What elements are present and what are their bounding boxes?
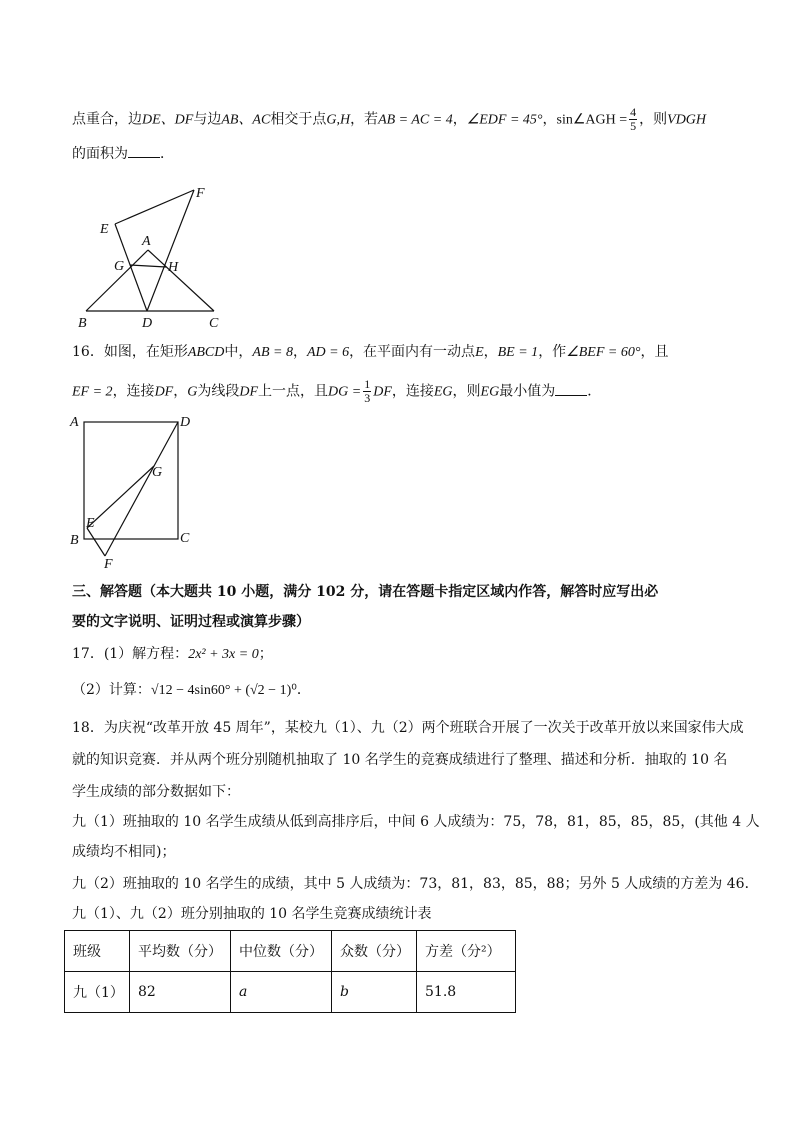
- fig15-label-D: D: [142, 316, 153, 331]
- fig15-seg-ac: [148, 250, 214, 311]
- q18-line3: 学生成绩的部分数据如下：: [72, 784, 240, 800]
- q15-condition-ab-ac: AB = AC = 4: [378, 112, 453, 128]
- q16-df3: DF: [373, 384, 392, 400]
- fig15-label-C: C: [209, 316, 219, 331]
- q16-frac-num: 1: [364, 377, 371, 391]
- q17-part2-end: ．: [296, 682, 311, 698]
- q16-text: 16．如图，在矩形: [72, 344, 188, 360]
- q16-dg: DG =: [328, 384, 362, 400]
- q18-line1: 18．为庆祝“改革开放 45 周年”，某校九（1）、九（2）两个班联合开展了一次关于改革开放以来国家伟大成: [72, 720, 744, 736]
- table-header-cell: 众数（分）: [332, 931, 417, 972]
- q16-angle: ∠BEF = 60°: [566, 345, 641, 360]
- q16-point-e: E: [475, 345, 484, 360]
- q16-text: ，: [292, 344, 307, 360]
- q17-part1-label: 17．(1）解方程：: [72, 646, 189, 662]
- q16-ef: EF = 2: [72, 384, 113, 400]
- fig15-label-A: A: [142, 234, 151, 249]
- fig16-rectangle: [84, 422, 178, 539]
- table-header-cell: 平均数（分）: [130, 931, 231, 972]
- fig16-label-E: E: [86, 516, 95, 531]
- q15-line2: [72, 144, 174, 164]
- q15-frac-num: 4: [630, 105, 637, 119]
- q17-part2-label: （2）计算：: [72, 682, 151, 698]
- q18-line6: 九（2）班抽取的 10 名学生的成绩，其中 5 人成绩为：73，81，83，85，88；另外 5 人成绩的方差为 46．: [72, 876, 759, 892]
- fig16-label-D: D: [180, 415, 191, 430]
- q16-be: BE = 1: [497, 345, 539, 360]
- q16-ab: AB = 8: [252, 345, 293, 360]
- q18-line5: 成绩均不相同)；: [72, 844, 176, 860]
- q18-line4: 九（1）班抽取的 10 名学生成绩从低到高排序后，中间 6 人成绩为：75，78，81，85，85，85，(其他 4 人: [72, 814, 760, 830]
- q15-points: G,H: [326, 112, 351, 128]
- q16-end: ．: [587, 383, 602, 400]
- q15-target: VDGH: [667, 112, 707, 128]
- fig16-label-B: B: [70, 533, 79, 548]
- fig16-label-A: A: [70, 415, 79, 430]
- q16-ad: AD = 6: [306, 345, 350, 360]
- q15-text: 相交于点: [270, 111, 327, 128]
- figure-16: [68, 410, 208, 572]
- q16-text: 最小值为: [499, 383, 556, 400]
- fig16-label-C: C: [180, 531, 190, 546]
- fig16-label-G: G: [152, 465, 163, 480]
- q15-condition-angle: ∠EDF = 45°: [466, 112, 543, 128]
- fig16-seg-fd: [105, 422, 178, 556]
- q15-sides: AB、AC: [221, 112, 271, 128]
- q16-line2: [72, 378, 601, 405]
- q15-area-label: 的面积为: [72, 146, 128, 162]
- fig15-label-E: E: [100, 222, 109, 237]
- q17-equation: 2x² + 3x = 0: [188, 647, 259, 662]
- table-cell: a: [231, 972, 332, 1013]
- q15-text: ，: [452, 111, 467, 128]
- q16-df: DF: [154, 384, 174, 400]
- q16-text: 为线段: [197, 383, 240, 400]
- q16-text: ，在平面内有一动点: [349, 344, 476, 360]
- q15-segments: DE、DF: [142, 112, 194, 128]
- q16-rect: ABCD: [187, 345, 225, 360]
- fig16-seg-eg: [87, 466, 154, 528]
- q17-expression: √12 − 4sin60° + (√2 − 1)⁰: [150, 683, 297, 698]
- q16-g: G: [187, 384, 198, 400]
- table-header-cell: 方差（分²）: [417, 931, 516, 972]
- answer-blank: [555, 383, 587, 396]
- q15-line1: [72, 106, 706, 133]
- table-cell: 九（1）: [65, 972, 130, 1013]
- answer-blank: [128, 145, 160, 158]
- q15-text: ，若: [350, 111, 379, 128]
- section-3-heading-cont: 要的文字说明、证明过程或演算步骤）: [72, 614, 310, 630]
- q15-text: ，: [542, 111, 557, 128]
- q16-eg: EG: [433, 384, 453, 400]
- table-cell: 82: [130, 972, 231, 1013]
- q16-text: ，则: [452, 383, 481, 400]
- table-header-cell: 班级: [65, 931, 130, 972]
- section-3-heading: 三、解答题（本大题共 10 小题，满分 102 分，请在答题卡指定区域内作答，解答时应写出必: [72, 584, 659, 600]
- figure-15: [72, 180, 242, 335]
- q15-text: 与边: [193, 111, 222, 128]
- q16-text: ，连接: [112, 383, 155, 400]
- fig15-seg-gh: [130, 265, 166, 267]
- q17-part2: [72, 680, 311, 701]
- q16-fraction: [363, 378, 371, 405]
- table-row: [65, 972, 516, 1013]
- fig16-label-F: F: [104, 557, 113, 572]
- q18-table-caption: 九（1）、九（2）班分别抽取的 10 名学生竞赛成绩统计表: [72, 906, 432, 922]
- table-cell: b: [332, 972, 417, 1013]
- q17-part1-end: ；: [258, 646, 273, 662]
- q16-text: ，: [173, 383, 188, 400]
- fig15-label-F: F: [196, 186, 205, 201]
- q16-line1: [72, 342, 668, 363]
- q15-condition-sin: sin∠AGH =: [556, 112, 628, 128]
- fig15-seg-fd: [147, 190, 194, 311]
- table-cell: 51.8: [417, 972, 516, 1013]
- score-stats-table: [64, 930, 516, 1013]
- q15-fraction: [629, 106, 637, 133]
- q15-text: 点重合，边: [72, 111, 142, 128]
- q15-text: ，则: [639, 111, 668, 128]
- q17-part1: [72, 644, 273, 665]
- q18-line2: 就的知识竞赛．并从两个班分别随机抽取了 10 名学生的竞赛成绩进行了整理、描述和分析．抽取的 10 名: [72, 752, 728, 768]
- q16-text: ，且: [640, 344, 669, 360]
- table-header-cell: 中位数（分）: [231, 931, 332, 972]
- table-header-row: [65, 931, 516, 972]
- q16-text: 中，: [224, 344, 253, 360]
- fig15-label-H: H: [168, 260, 179, 275]
- q16-text: 上一点，且: [258, 383, 329, 400]
- q16-frac-den: 3: [364, 391, 371, 405]
- q16-text: ，: [483, 344, 498, 360]
- q16-text: ，作: [538, 344, 567, 360]
- q16-text: ，连接: [391, 383, 434, 400]
- fig16-seg-ef: [87, 528, 105, 556]
- fig15-label-B: B: [78, 316, 87, 331]
- q15-frac-den: 5: [630, 119, 637, 133]
- q16-df2: DF: [239, 384, 259, 400]
- q16-eg2: EG: [480, 384, 500, 400]
- fig15-label-G: G: [114, 259, 125, 274]
- q15-end: ．: [160, 146, 174, 162]
